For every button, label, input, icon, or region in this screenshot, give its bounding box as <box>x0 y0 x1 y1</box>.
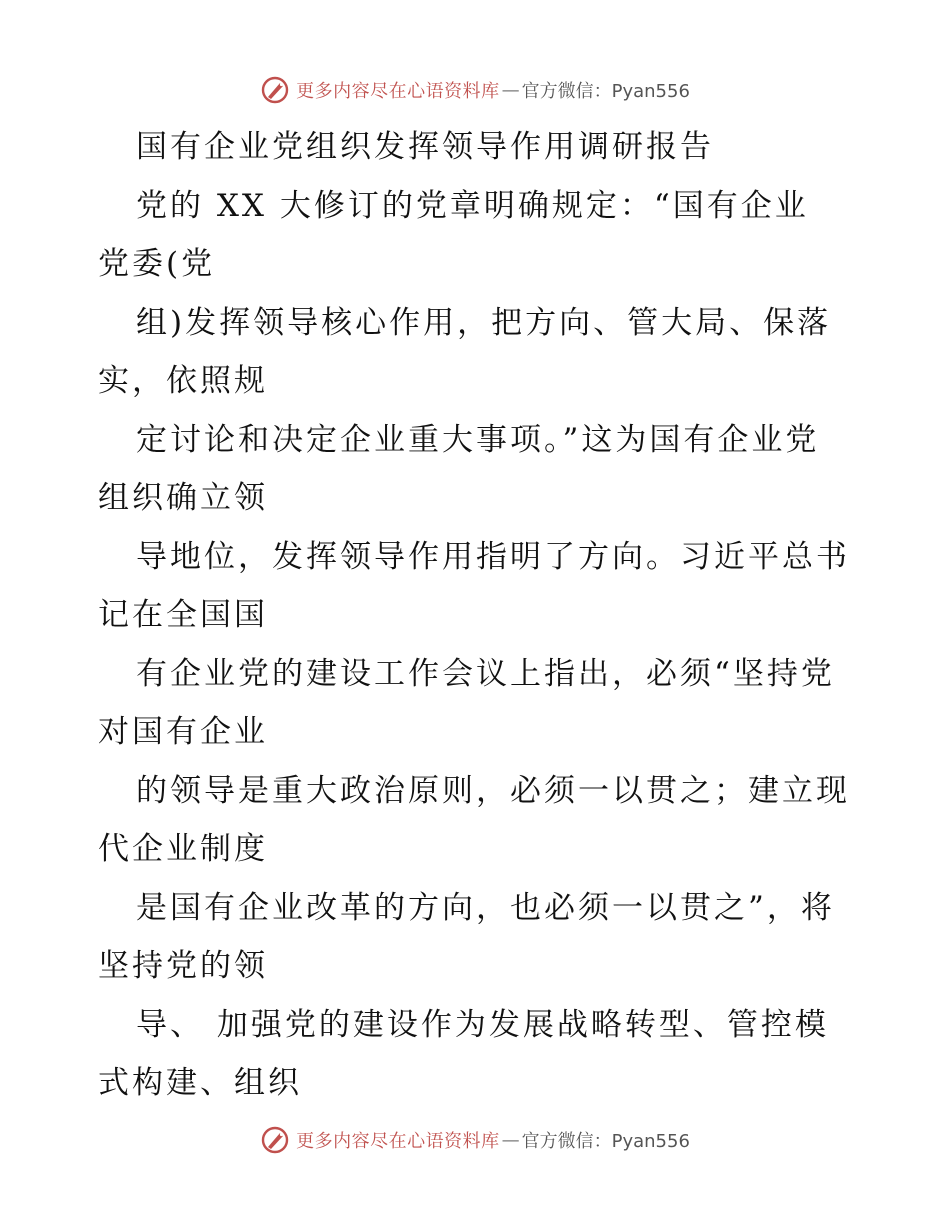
text-line: 组织确立领 <box>98 480 268 516</box>
text-line: 党的 XX 大修订的党章明确规定：“国有企业 <box>136 187 809 224</box>
document-body <box>98 118 858 1113</box>
text-line: 记在全国国 <box>98 597 268 633</box>
banner-separator: — <box>501 79 520 101</box>
banner-wechat: 官方微信：Pyan556 <box>521 81 690 102</box>
text-line: 的领导是重大政治原则，必须一以贯之；建立现 <box>136 772 850 809</box>
text-line: 国有企业党组织发挥领导作用调研报告 <box>136 129 714 165</box>
text-line: 式构建、组织 <box>98 1065 302 1101</box>
header-banner <box>0 70 950 110</box>
text-line: 实，依照规 <box>98 363 268 399</box>
pen-logo-icon <box>260 1125 290 1155</box>
banner-separator: — <box>501 1129 520 1151</box>
text-line: 导地位，发挥领导作用指明了方向。习近平总书 <box>136 538 850 575</box>
text-line: 坚持党的领 <box>98 948 268 984</box>
text-line: 导、 加强党的建设作为发展战略转型、管控模 <box>136 1006 829 1043</box>
footer-banner <box>0 1120 950 1160</box>
banner-text: 更多内容尽在心语资料库 <box>296 1131 500 1152</box>
text-line: 对国有企业 <box>98 714 268 750</box>
banner-text: 更多内容尽在心语资料库 <box>296 81 500 102</box>
text-line: 组)发挥领导核心作用，把方向、管大局、保落 <box>136 304 832 341</box>
text-line: 有企业党的建设工作会议上指出，必须“坚持党 <box>136 655 835 692</box>
text-line: 是国有企业改革的方向，也必须一以贯之”，将 <box>136 889 835 926</box>
text-line: 党委(党 <box>98 246 216 282</box>
text-line: 定讨论和决定企业重大事项。”这为国有企业党 <box>136 421 820 458</box>
pen-logo-icon <box>260 75 290 105</box>
text-line: 代企业制度 <box>98 831 268 867</box>
banner-wechat: 官方微信：Pyan556 <box>521 1131 690 1152</box>
